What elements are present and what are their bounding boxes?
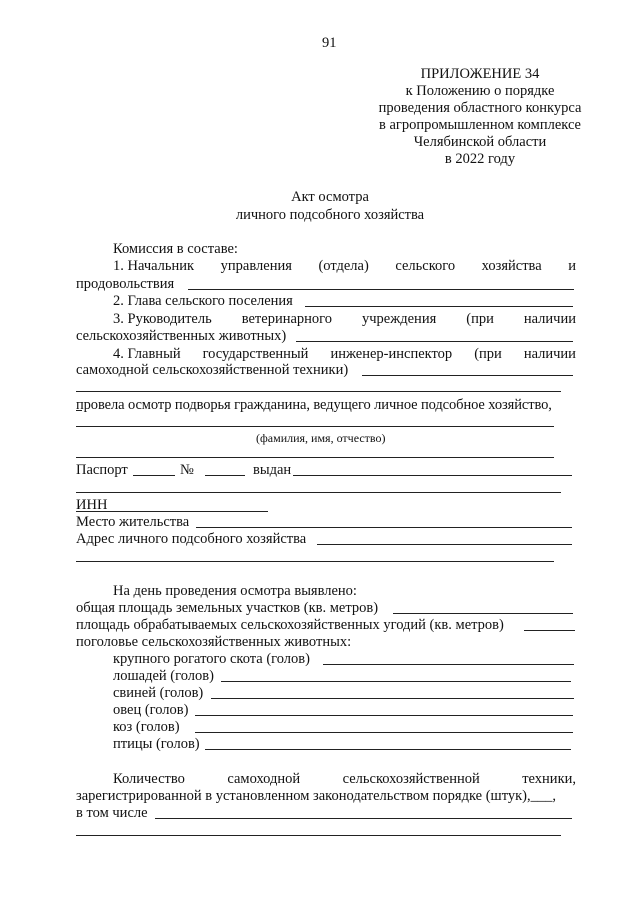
blank-line-passport-number[interactable] — [205, 475, 245, 476]
blank-line-member-2[interactable] — [305, 306, 573, 307]
cultivated-area-label: площадь обрабатываемых сельскохозяйственных угодий (кв. метров) — [76, 617, 504, 633]
issued-label: выдан — [253, 462, 292, 478]
findings-intro: На день проведения осмотра выявлено: — [113, 583, 357, 599]
commission-member-3: 3. Руководитель ветеринарного учреждения (при наличии — [113, 311, 576, 327]
commission-member-4-cont: самоходной сельскохозяйственной техники) — [76, 362, 349, 378]
inspection-text: провела осмотр подворья гражданина, ведущего личное подсобное хозяйство, — [76, 397, 552, 413]
blank-line-cultivated-area[interactable] — [524, 630, 575, 631]
blank-line-citizen-name[interactable] — [76, 426, 554, 427]
commission-intro: Комиссия в составе: — [113, 241, 238, 257]
blank-line-residence[interactable] — [196, 527, 572, 528]
blank-line-passport-issued[interactable] — [293, 475, 572, 476]
animal-goats-label: коз (голов) — [113, 719, 180, 735]
commission-member-1-cont: продовольствия — [76, 276, 175, 292]
appendix-title: ПРИЛОЖЕНИЕ 34 — [420, 66, 540, 82]
commission-member-4: 4. Главный государственный инженер-инспектор (при наличии — [113, 346, 576, 362]
blank-line-farm-address[interactable] — [317, 544, 572, 545]
blank-line-including-2[interactable] — [76, 835, 561, 836]
document-title — [180, 188, 480, 224]
commission-member-1: 1. Начальник управления (отдела) сельского хозяйства и — [113, 258, 576, 274]
animal-poultry-label: птицы (голов) — [113, 736, 200, 752]
inn-label: ИНН — [76, 497, 108, 513]
blank-line-pigs[interactable] — [211, 698, 574, 699]
blank-line-passport-extra[interactable] — [76, 492, 561, 493]
residence-label: Место жительства — [76, 514, 190, 530]
appendix-line-2: проведения областного конкурса — [378, 100, 582, 116]
land-area-label: общая площадь земельных участков (кв. метров) — [76, 600, 379, 616]
blank-line-citizen-name-2[interactable] — [76, 457, 554, 458]
blank-line-goats[interactable] — [195, 732, 573, 733]
blank-line-member-3[interactable] — [296, 341, 573, 342]
blank-line-poultry[interactable] — [205, 749, 571, 750]
livestock-label: поголовье сельскохозяйственных животных: — [76, 634, 352, 650]
blank-line-inn[interactable] — [76, 511, 268, 512]
including-label: в том числе — [76, 805, 148, 821]
machinery-cont: зарегистрированной в установленном законодательством порядке (штук),___, — [76, 788, 556, 804]
animal-pigs-label: свиней (голов) — [113, 685, 204, 701]
farm-address-label: Адрес личного подсобного хозяйства — [76, 531, 307, 547]
passport-label: Паспорт — [76, 462, 128, 478]
page-number: 91 — [322, 35, 337, 51]
blank-line-horses[interactable] — [221, 681, 571, 682]
appendix-line-4: Челябинской области — [413, 134, 547, 150]
blank-line-including[interactable] — [155, 818, 572, 819]
appendix-line-5: в 2022 году — [444, 151, 516, 167]
blank-line-land-area[interactable] — [393, 613, 573, 614]
blank-line-farm-address-2[interactable] — [76, 561, 554, 562]
document-title-line-2: личного подсобного хозяйства — [235, 207, 425, 223]
fio-hint: (фамилия, имя, отчество) — [256, 431, 386, 445]
number-sign: № — [180, 462, 194, 478]
appendix-line-3: в агропромышленном комплексе — [378, 117, 581, 133]
blank-line-sheep[interactable] — [195, 715, 573, 716]
blank-line-member-1[interactable] — [188, 289, 574, 290]
blank-line-passport-series[interactable] — [133, 475, 175, 476]
blank-line-cattle[interactable] — [323, 664, 574, 665]
document-title-line-1: Акт осмотра — [291, 189, 369, 205]
animal-sheep-label: овец (голов) — [113, 702, 189, 718]
blank-line-member-4[interactable] — [362, 375, 573, 376]
commission-member-2: 2. Глава сельского поселения — [113, 293, 293, 309]
appendix-line-1: к Положению о порядке — [405, 83, 555, 99]
animal-horses-label: лошадей (голов) — [113, 668, 214, 684]
blank-line-member-4-extra[interactable] — [76, 391, 561, 392]
animal-cattle-label: крупного рогатого скота (голов) — [113, 651, 310, 667]
machinery-line: Количество самоходной сельскохозяйственной техники, — [113, 771, 576, 787]
commission-member-3-cont: сельскохозяйственных животных) — [76, 328, 287, 344]
appendix-header — [360, 66, 600, 168]
